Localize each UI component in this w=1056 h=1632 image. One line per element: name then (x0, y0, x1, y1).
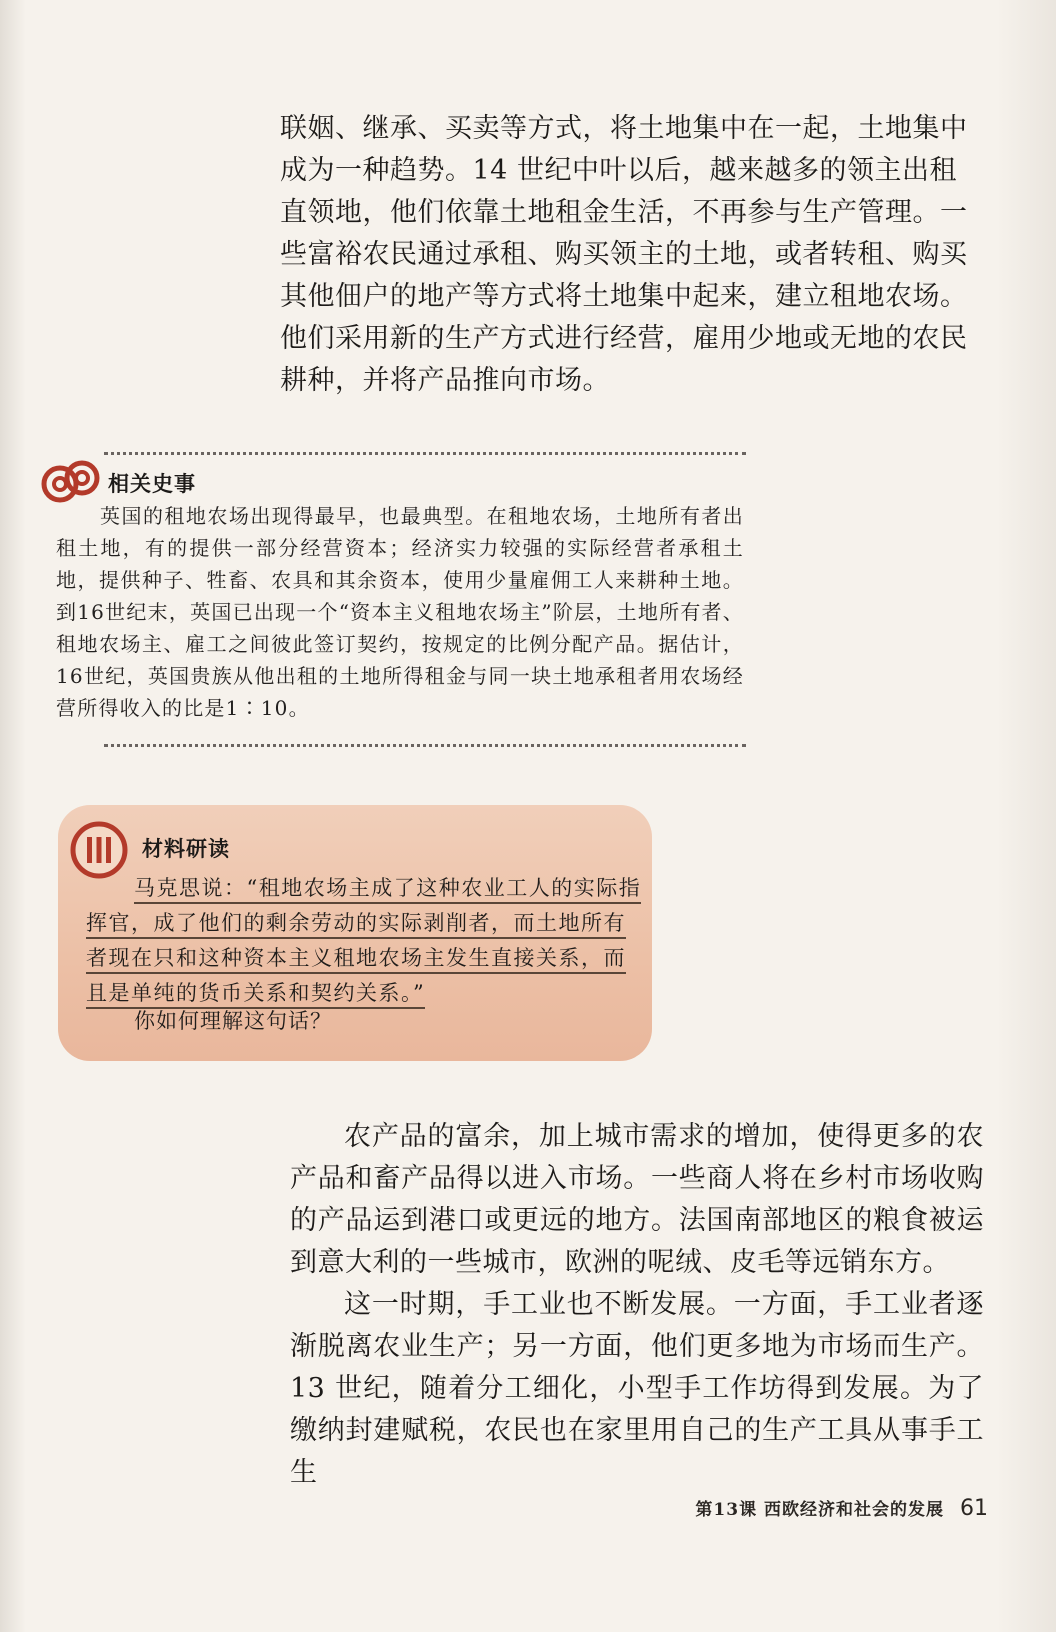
material-study-box (58, 805, 652, 1061)
page-gutter-shadow (0, 0, 26, 1632)
quote-text: 马克思说：“租地农场主成了这种农业工人的实际指挥官，成了他们的剩余劳动的实际剥削者，而土地所有者现在只和这种资本主义租地农场主发生直接关系，而且是单纯的货币关系和契约关系。” (86, 876, 641, 1009)
paragraph: 这一时期，手工业也不断发展。一方面，手工业者逐渐脱离农业生产；另一方面，他们更多地为市场而生产。13 世纪，随着分工细化，小型手工作坊得到发展。为了缴纳封建赋税，农民也在家里用自己的生产工具从事手工生 (290, 1289, 984, 1488)
related-facts-title: 相关史事 (108, 472, 196, 496)
dotted-divider-top (104, 452, 746, 455)
body-text-bottom (290, 1116, 984, 1494)
paragraph: 联姻、继承、买卖等方式，将土地集中在一起，土地集中成为一种趋势。14 世纪中叶以后，越来越多的领主出租直领地，他们依靠土地租金生活，不再参与生产管理。一些富裕农民通过承租、购买领主的土地，或者转租、购买其他佃户的地产等方式将土地集中起来，建立租地农场。他们采用新的生产方式进行经营，雇用少地或无地的农民耕种，并将产品推向市场。 (280, 113, 968, 396)
body-text-top (280, 108, 980, 402)
material-study-title: 材料研读 (142, 837, 230, 861)
related-facts-text: 英国的租地农场出现得最早，也最典型。在租地农场，土地所有者出租土地，有的提供一部分经营资本；经济实力较强的实际经营者承租土地，提供种子、牲畜、农具和其余资本，使用少量雇佣工人来耕种土地。到16世纪末，英国已出现一个“资本主义租地农场主”阶层，土地所有者、租地农场主、雇工之间彼此签订契约，按规定的比例分配产品。据估计，16世纪，英国贵族从他出租的土地所得租金与同一块土地承租者用农场经营所得收入的比是1∶10。 (56, 504, 744, 720)
material-study-question: 你如何理解这句话？ (134, 1009, 332, 1033)
paragraph: 农产品的富余，加上城市需求的增加，使得更多的农产品和畜产品得以进入市场。一些商人将在乡村市场收购的产品运到港口或更远的地方。法国南部地区的粮食被运到意大利的一些城市，欧洲的呢绒、皮毛等远销东方。 (290, 1121, 984, 1278)
page-number: 61 (960, 1496, 988, 1521)
dotted-divider-bottom (104, 744, 746, 747)
page-edge-shade (996, 0, 1056, 1632)
material-study-quote (86, 871, 642, 1011)
page-footer (648, 1495, 988, 1521)
lesson-title: 第13课 西欧经济和社会的发展 (695, 1500, 944, 1520)
